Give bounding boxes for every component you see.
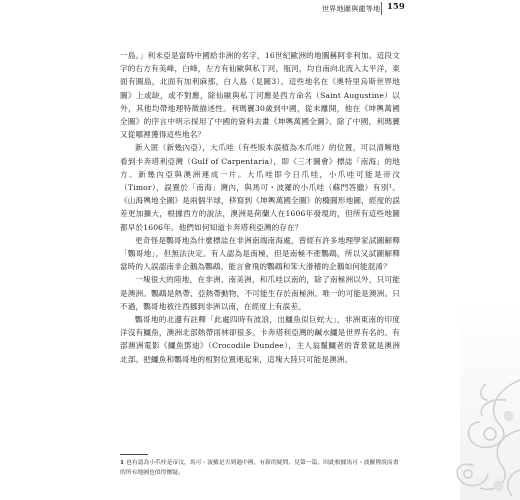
running-header-title: 世界地圖與龍等地 xyxy=(322,5,381,13)
paragraph-1: 一島。」利未亞是當時中國給非洲的名字，16世紀歐洲的地圖稱阿非利加。這段文字的右方有美峰，白峰，左方有仙歐與私丁河，瓶河，均自南向北流入太平洋，東面有圓島，北面有加利麻那，白人島（見圖3）。這些地名在《奧特里烏斯世界地圖》上或缺，或不對應，除仙歐與私丁河應是西方命名（Saint Augustine）以外，其他均帶地理特徵描述性。利瑪竇30歲到中國，從未離開，他在《坤輿萬國全圖》的序言中明示採用了中國的資料去畫《坤輿萬國全圖》。除了中國，利瑪竇又從哪裡獲得這些地名？ xyxy=(120,51,400,140)
footnote-divider xyxy=(120,454,148,455)
paragraph-4: 一塊很大的陸地，在非洲、南美洲，和爪哇以南的，除了南極洲以外，只可能是澳洲。鸚鵡是熱帶、亞熱帶動物，不可能生存於南極洲。唯一的可能是澳洲。只不過，鸚哥地被往西挪到非洲以南，在經度上有誤差。 xyxy=(120,275,400,311)
paragraph-3: 更奇怪是鸚哥地為什麼標誌在非洲南端南海處，曾經有許多地理學家試圖解釋「鸚哥地」，但無法決定。有人認為是南極，但是南極不產鸚鵡，所以又試圖解釋當時的人誤認南非企鵝為鸚鵡。能言會飛的鸚鵡和笨大滑稽的企鵝如何能混淆？ xyxy=(120,235,400,272)
paragraph-5: 鸚哥地的北邊有註釋「此處四時有波浪，出鱷魚似巨蛇大」，非洲東南的印度洋沒有鱷魚，澳洲北部熱帶雨林卻很多。卡奔塔利亞灣的鹹水鱷是世界有名的。有部澳洲電影《鱷魚鄧迪》（Crocodile Dundee），主人翁鬣鱷者的背景就是澳洲北部。把鱷魚和鸚哥地的相對位置連起來，這塊大陸只可能是澳洲。 xyxy=(120,315,400,364)
footnote-text: 也有認為小爪哇是帝汶，馬可・波羅是否到過中國，有新的疑問，見第一篇，因此根據馬可・波羅傳說而畫的所有地圖也值得懷疑。 xyxy=(120,460,399,476)
footnote-marker: 1 xyxy=(120,460,125,466)
header-divider xyxy=(381,2,382,15)
paragraph-2: 新入匿（新幾內亞），大爪哇（有些版本誤植為木爪哇）的位置，可以清晰地看到卡奔塔利亞灣（Gulf of Carpentaria），即《三才圖會》標誌「南海」的地方。新幾內亞與澳洲連成一片。大爪哇即今日爪哇，小爪哇可能是帝汶（Timor），誤置於「南海」灣內，與馬可・波羅的小爪哇（蘇門答臘）有別¹。《山海輿地全圖》是兩個半球，移寫到《坤輿萬國全圖》的橢圓形地圖，經度的誤差更加擴大，根據西方的說法，澳洲是荷蘭人在1606年發現的，但所有這些地圖都早於1606年。他們如何知道卡奔塔利亞灣的存在？ xyxy=(120,143,400,232)
floral-ornament-icon xyxy=(416,370,520,500)
footnote xyxy=(120,458,402,478)
body-text xyxy=(120,49,400,366)
page-number: 159 xyxy=(387,2,405,12)
